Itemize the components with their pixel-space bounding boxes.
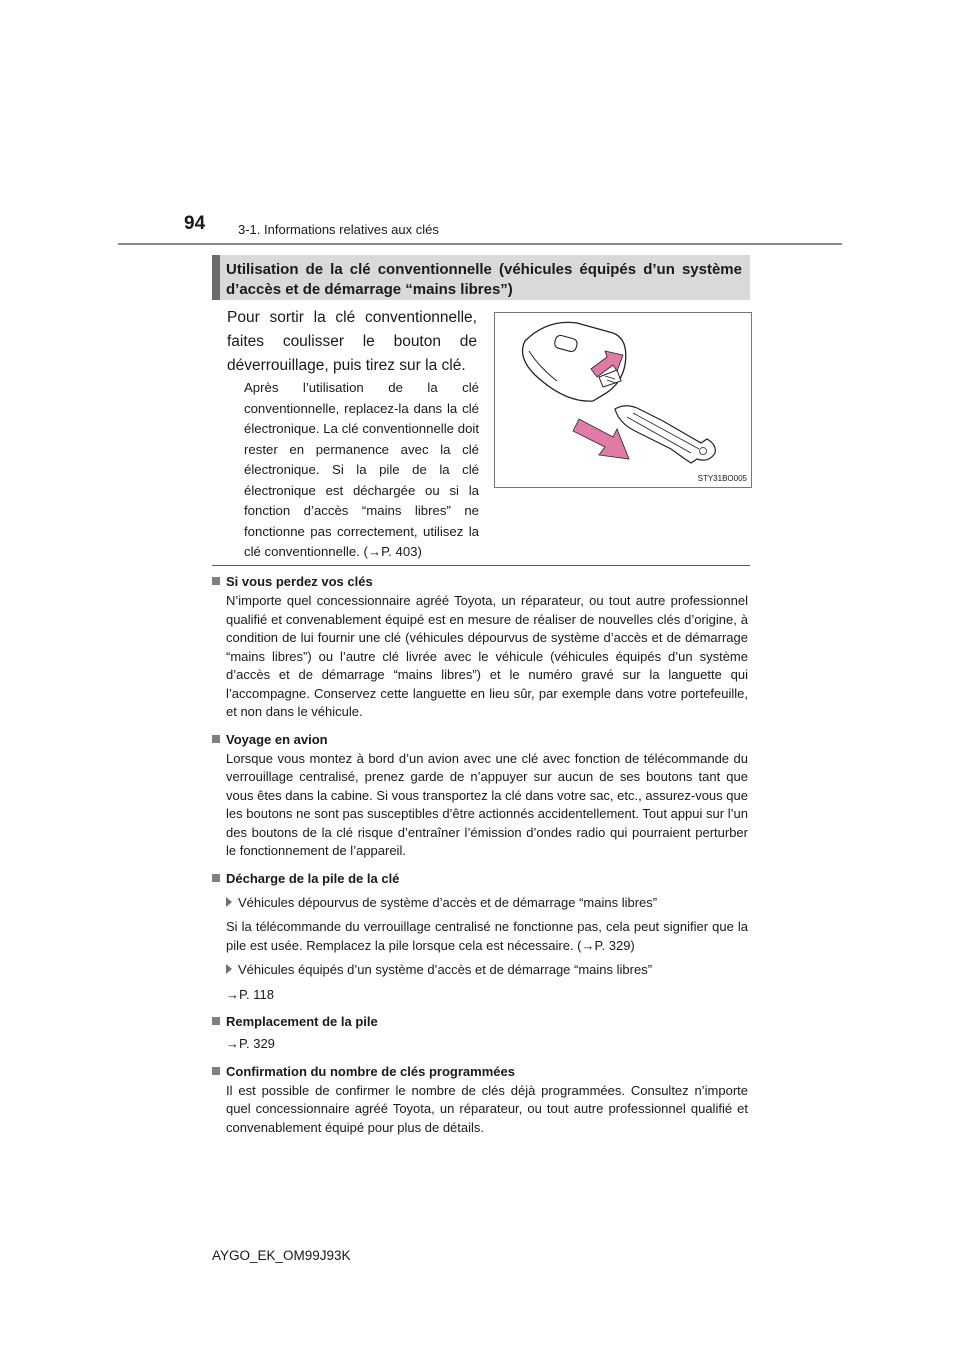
item-text: Si la télécommande du verrouillage centralisé ne fonctionne pas, cela peut signifier que la pile est usée. Remplacez la pile lorsque cela est nécessaire. (→P. 329) — [226, 919, 748, 953]
page-reference: →P. 118 — [226, 986, 274, 1002]
key-illustration-icon — [495, 313, 751, 487]
document-code: AYGO_EK_OM99J93K — [212, 1248, 351, 1263]
item-title: Décharge de la pile de la clé — [212, 869, 748, 888]
sub-item-label: Véhicules équipés d’un système d’accès et de démarrage “mains libres” — [238, 962, 653, 977]
info-item-battery-depletion — [212, 869, 748, 1005]
header-divider — [118, 243, 842, 245]
item-title: Remplacement de la pile — [212, 1012, 748, 1031]
info-item-air-travel — [212, 730, 748, 861]
section-heading — [212, 255, 750, 300]
sub-item — [212, 961, 748, 980]
item-title: Confirmation du nombre de clés programmées — [212, 1062, 748, 1081]
triangle-bullet-icon — [226, 964, 232, 974]
chapter-title: 3-1. Informations relatives aux clés — [238, 222, 439, 237]
item-text: N’importe quel concessionnaire agréé Toyota, un réparateur, ou tout autre professionnel qualifié et convenablement équipé est en mesure de réaliser de nouvelles clés d’origine, à condition de lui fournir une clé (véhicules dépourvus de système d’accès et de démarrage “mains libres”) ou l’autre clé livrée avec le véhicule (véhicules équipés d’un système d’accès et de démarrage “mains libres”) et le numéro gravé sur la languette qui l’accompagne. Conservez cette languette en lieu sûr, par exemple dans votre portefeuille, et non dans le véhicule. — [226, 593, 748, 719]
section-divider — [212, 565, 750, 566]
intro-note: Après l’utilisation de la clé conventionnelle, replacez-la dans la clé électronique. La clé conventionnelle doit rester en permanence avec la clé électronique. Si la pile de la clé électronique est déchargée ou si la fonction d’accès “mains libres” ne fonctionne pas correctement, utilisez la clé conventionnelle. (→P. 403) — [244, 380, 479, 559]
key-figure — [494, 312, 752, 488]
triangle-bullet-icon — [226, 897, 232, 907]
section-title: Utilisation de la clé conventionnelle (véhicules équipés d’un système d’accès et de démarrage “mains libres”) — [226, 261, 742, 298]
info-item-battery-replacement — [212, 1012, 748, 1054]
info-item-lost-keys — [212, 572, 748, 722]
section-heading-bar — [212, 255, 220, 300]
figure-code: STY31BO005 — [697, 474, 747, 483]
info-item-key-count — [212, 1062, 748, 1138]
item-text: Lorsque vous montez à bord d’un avion avec une clé avec fonction de télécommande du verrouillage centralisé, prenez garde de n’appuyer sur aucun de ses boutons tant que vous êtes dans la cabine. Si vous transportez la clé dans votre sac, etc., assurez-vous que les boutons ne sont pas susceptibles d’être actionnés accidentellement. Tout appui sur l’un des boutons de la clé risque d’entraîner l’émission d’ondes radio qui pourraient perturber le fonctionnement de l’appareil. — [226, 750, 748, 858]
item-text: Il est possible de confirmer le nombre de clés déjà programmées. Consultez n’importe quel concessionnaire agréé Toyota, un réparateur, ou tout autre professionnel qualifié et convenablement équipé pour plus de détails. — [226, 1082, 748, 1135]
info-items — [212, 572, 748, 1145]
item-title: Si vous perdez vos clés — [212, 572, 748, 591]
item-title: Voyage en avion — [212, 730, 748, 749]
sub-item — [212, 894, 748, 913]
page-reference: →P. 329 — [226, 1036, 275, 1051]
intro-paragraph: Pour sortir la clé conventionnelle, faites coulisser le bouton de déverrouillage, puis tirez sur la clé. — [227, 309, 477, 374]
sub-item-label: Véhicules dépourvus de système d’accès et de démarrage “mains libres” — [238, 894, 658, 910]
page-number: 94 — [184, 213, 206, 234]
